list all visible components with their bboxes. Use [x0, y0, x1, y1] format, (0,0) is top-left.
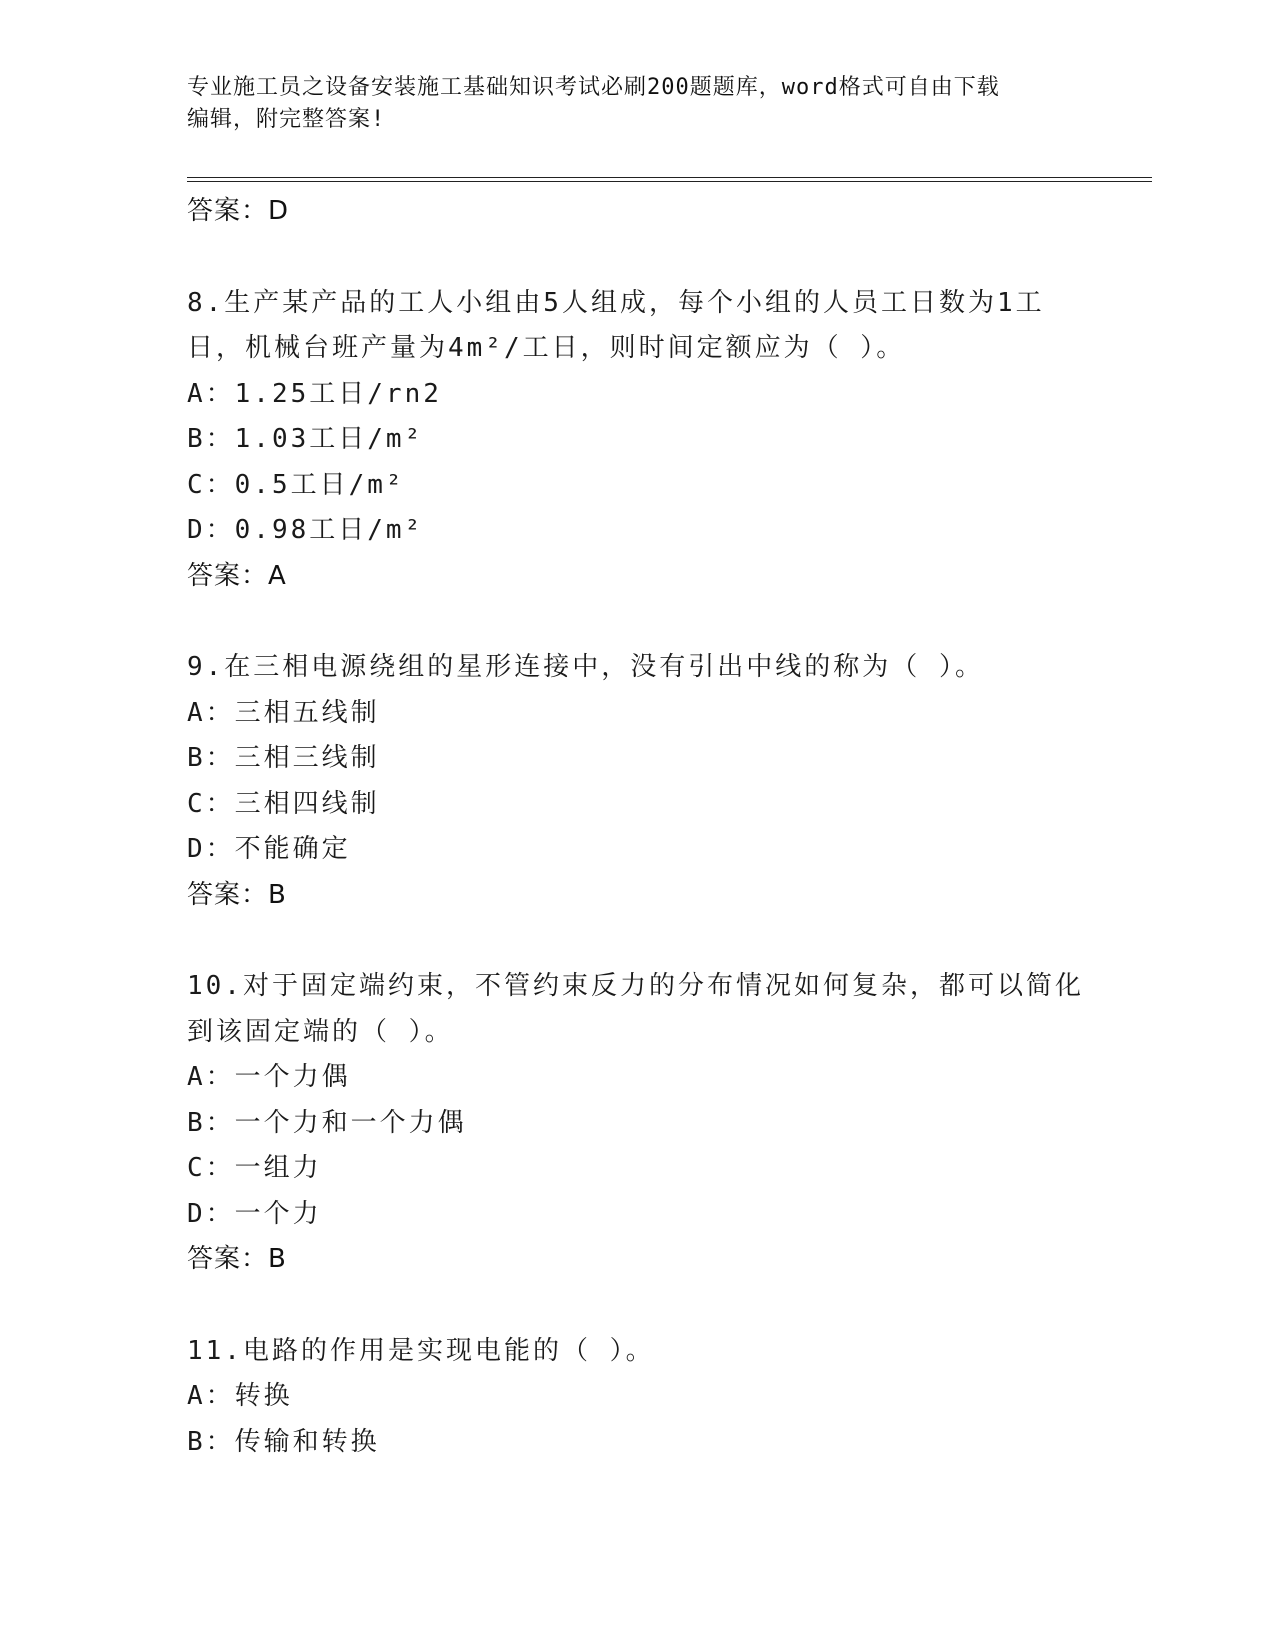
answer-line: 答案：B — [187, 1244, 287, 1274]
option-c: C：0.5工日/m² — [187, 469, 405, 500]
spacer — [187, 918, 1087, 964]
question-stem-line: 9.在三相电源绕组的星形连接中，没有引出中线的称为（ ）。 — [187, 652, 984, 682]
question-11 — [187, 1329, 1087, 1466]
spacer — [187, 1283, 1087, 1329]
question-stem-line: 11.电路的作用是实现电能的（ ）。 — [187, 1335, 655, 1366]
document-header — [187, 72, 1087, 136]
option-c: C：三相四线制 — [187, 788, 380, 819]
answer-line: 答案：B — [187, 879, 287, 910]
question-10 — [187, 964, 1087, 1283]
question-9 — [187, 645, 1087, 918]
question-stem-line: 到该固定端的（ ）。 — [187, 1016, 454, 1047]
option-b: B：传输和转换 — [187, 1426, 380, 1457]
answer-line: 答案：A — [187, 560, 287, 591]
option-a: A：转换 — [187, 1381, 293, 1411]
option-b: B：三相三线制 — [187, 743, 380, 773]
question-stem-line: 8.生产某产品的工人小组由5人组成，每个小组的人员工日数为1工 — [187, 287, 1045, 318]
option-b: B：一个力和一个力偶 — [187, 1107, 467, 1138]
option-d: D：0.98工日/m² — [187, 515, 424, 545]
previous-answer: 答案：D — [187, 196, 290, 226]
question-stem-line: 日，机械台班产量为4m²/工日，则时间定额应为（ ）。 — [187, 333, 906, 363]
option-a: A：一个力偶 — [187, 1062, 351, 1092]
header-line-2: 编辑，附完整答案! — [187, 107, 386, 132]
question-stem-line: 10.对于固定端约束，不管约束反力的分布情况如何复杂，都可以简化 — [187, 971, 1084, 1001]
header-divider — [187, 177, 1152, 182]
option-c: C：一组力 — [187, 1153, 322, 1183]
question-8 — [187, 281, 1087, 600]
question-list — [187, 189, 1087, 1465]
header-line-1: 专业施工员之设备安装施工基础知识考试必刷200题题库，word格式可自由下载 — [187, 75, 1000, 100]
option-b: B：1.03工日/m² — [187, 424, 424, 454]
option-a: A：1.25工日/rn2 — [187, 378, 442, 409]
spacer — [187, 235, 1087, 281]
option-d: D：不能确定 — [187, 834, 351, 864]
option-a: A：三相五线制 — [187, 697, 380, 728]
spacer — [187, 599, 1087, 645]
option-d: D：一个力 — [187, 1198, 322, 1229]
